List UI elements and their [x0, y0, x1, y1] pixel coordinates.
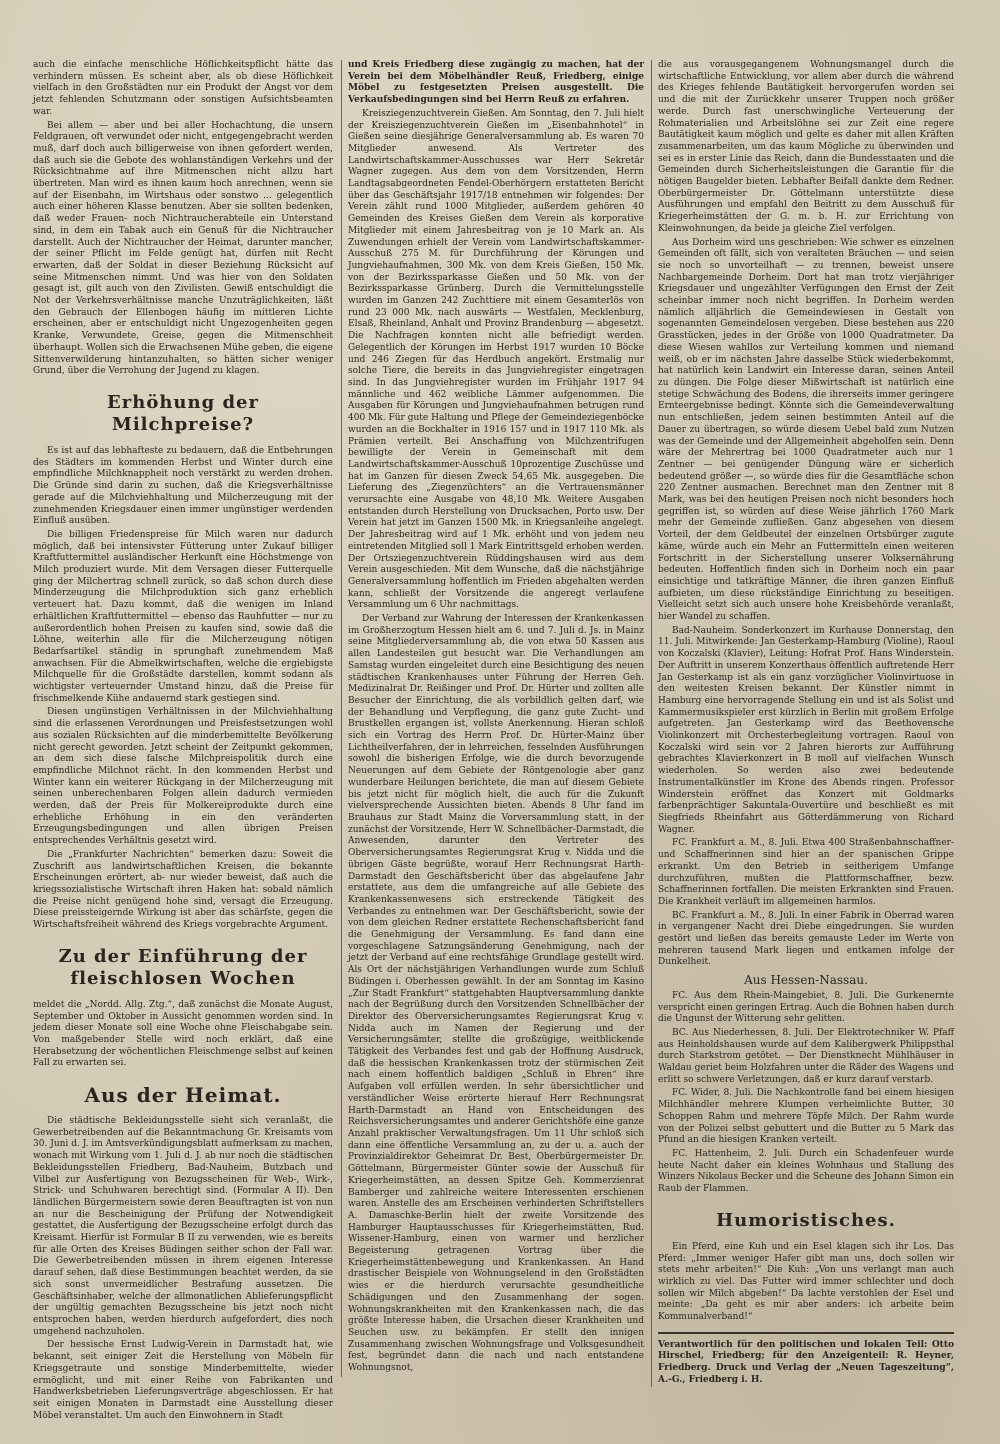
article-text: BC. Frankfurt a. M., 8. Juli. In einer Fabrik in Oberrad waren in vergangener Nacht drei Diebe eingedrungen. Sie wurden gestört und ließen das bereits gemauste Leder im Werte von mehreren tausend Mark liegen und entkamen infolge der Dunkelheit.: [658, 910, 954, 968]
article-text: Die billigen Friedenspreise für Milch waren nur dadurch möglich, daß bei intensivster Fütterung unter Zukauf billiger Kraftfuttermittel ausländischer Herkunft eine Höchstmenge von Milch produziert wurde. Mit dem Versagen dieser Futterquelle ging der Milchertrag schnell zurück, so daß schon durch diese Minderzeugung die Milchproduktion sich ganz erheblich verteuert hat. Dazu kommt, daß die wenigen im Inland erhältlichen Kraftfuttermittel — ebenso das Rauhfutter — nur zu außerordentlich hohen Preisen zu kaufen sind, sowie daß die Löhne, weiterhin alle für die Milcherzeugung nötigen Bedarfsartikel ständig in sprunghaft zunehmendem Maß anwachsen. Für die Abmelkwirtschaften, welche die ergiebigste Milchquelle für die Großstädte darstellen, kommt sodann als wichtigster verteuernder Umstand hinzu, daß die Preise für frischmelkende Kühe andauernd stark gestiegen sind.: [33, 529, 333, 704]
headline-humoristisches: Humoristisches.: [716, 1209, 896, 1231]
article-text: auch die einfache menschliche Höflichkeitspflicht hätte das verhindern müssen. Es scheint aber, als ob diese Höflichkeit vielfach in den Großstädten nur ein Produkt der Angst vor dem jetzt fehlenden Schutzmann oder sonstigen Aufsichtsbeamten war.: [33, 60, 333, 117]
article-text: Der Verband zur Wahrung der Interessen der Krankenkassen im Großherzogtum Hessen hielt am 6. und 7. Juli d. Js. in Mainz seine Mitgliederversammlung ab, die von etwa 50 Kassen aus allen Landesteilen gut besucht war. Die Verhandlungen am Samstag wurden eingeleitet durch eine Besichtigung des neuen städtischen Krankenhauses unter Führung der Herren Geh. Medizinalrat Dr. Reißinger und Prof. Dr. Hürter und zollten alle Besucher der Einrichtung, die als vorbildlich gelten darf, wie der Behandlung und Verpflegung, die ganz gute Zucht- und Brustkellen ergangen ist, vollste Anerkennung. Hieran schloß sich ein Vortrag des Herrn Prof. Dr. Hürter-Mainz über Lichtheilverfahren, der in lehrreichen, fesselnden Ausführungen sowohl die bisherigen Erfolge, wie die durch bevorzugende Neuerungen auf dem Gebiete der Röntgenologie aber ganz wunderbare Heilungen berichtete, die man auf diesem Gebiete bis jetzt nicht für möglich hielt, die auch für die Zukunft vielversprechende Aussichten bieten. Abends 8 Uhr fand im Brauhaus zur Stadt Mainz die Vorversammlung statt, in der zunächst der Vorsitzende, Herr W. Schnellbächer-Darmstadt, die Anwesenden, darunter den Vertreter des Oberversicherungsamtes Regierungsrat Krug v. Nidda und die übrigen Gäste begrüßte, worauf Herr Rechnungsrat Harth-Darmstadt den Geschäftsbericht über das abgelaufene Jahr erstattete, aus dem die umfangreiche auf alle Gebiete des Krankenkassenwesens sich erstreckende Tätigkeit des Verbandes zu entnehmen war. Der Geschäftsbericht, sowie der von dem gleichen Redner erstattete Rechenschaftsbericht fand die Genehmigung der Versammlung. Es fand dann eine vorgeschlagene Satzungsänderung Genehmigung, nach der jetzt der Verband auf eine rechtsfähige Grundlage gestellt wird. Als Ort der nächstjährigen Verhandlungen wurde zum Schluß Büdingen i. Oberhessen gewählt. In der am Sonntag im Kasino „Zur Stadt Frankfurt“ stattgehabten Hauptversammlung dankte nach der Begrüßung durch den Vorsitzenden Schnellbächer der Direktor des Oberversicherungsamtes Regierungsrat Krug v. Nidda auch im Namen der Regierung und der Versicherungsämter, stellte die großzügige, weitblickende Tätigkeit des Verbandes fest und gab der Hoffnung Ausdruck, daß die hessischen Krankenkassen trotz der stürmischen Zeit nach einem hoffentlich baldigen „Schluß in Ehren“ ihre Aufgaben voll erfüllen werden. In sehr übersichtlicher und verständlicher Weise erörterte hierauf Herr Rechnungsrat Harth-Darmstadt an Hand von Entscheidungen des Reichsversicherungsamtes und anderer Gerichtshöfe eine ganze Anzahl praktischer Verwaltungsfragen. Um 11 Uhr schloß sich dann eine öffentliche Versammlung an, zu der u. a. auch der Provinzialdirektor Geheimrat Dr. Best, Oberbürgermeister Dr. Göttelmann, Bürgermeister Günter sowie der Ausschuß für Kriegerheimstätten, an dessen Spitze Geh. Kommerzienrat Bamberger und zahlreiche weitere Interessenten erschienen waren. Anstelle des am Erscheinen verhinderten Schriftstellers A. Damaschke-Berlin hielt der zweite Vorsitzende des Hamburger Hauptausschusses für Kriegerheimstätten, Rud. Wissener-Hamburg, einen von warmer und herzlicher Begeisterung getragenen Vortrag über die Kriegerheimstättenbewegung und Krankenkassen. An Hand drastischer Beispiele von Wohnungselend in den Großstädten wies er die hierdurch verursachte gesundheitliche Schädigungen und den Zusammenhang der sogen. Wohnungskrankheiten mit den Krankenkassen nach, die das größte Interesse haben, die Ursachen dieser Krankheiten und Seuchen usw. zu bekämpfen. Er stellt den innigen Zusammenhang zwischen Wohnungsfrage und Volksgesundheit fest, begründet dann die nach und nach entstandene Wohnungsnot,: [348, 614, 644, 1374]
article-text: Der hessische Ernst Ludwig-Verein in Darmstadt hat, wie bekannt, seit einiger Zeit die Herstellung von Möbeln für Kriegsgetraute und sonstige Minderbemittelte, wieder ermöglicht, und mit einer Reihe von Fabrikanten und Handwerksbetrieben Lieferungsverträge abgeschlossen. Er hat seit einigen Monaten in Darmstadt eine Ausstellung dieser Möbel veranstaltet. Um auch den Einwohnern in Stadt: [33, 1340, 333, 1421]
article-text: Diesen ungünstigen Verhältnissen in der Milchviehhaltung sind die erlassenen Verordnungen und Preisfestsetzungen wohl aus sozialen Rücksichten auf die minderbemittelte Bevölkerung nicht gerecht geworden. Jetzt scheint der Zeitpunkt gekommen, an dem sich diese falsche Milchpreispolitik durch eine empfindliche Milchnot rächt. In den kommenden Herbst und Winter kann ein weiterer Rückgang in der Milcherzeugung mit seinen unberechenbaren Folgen allein dadurch vermieden werden, daß der Preis für Molkereiprodukte durch eine erhebliche Erhöhung in ein den veränderten Erzeugungsbedingungen und allen übrigen Preisen entsprechendes Verhältnis gesetzt wird.: [33, 707, 333, 847]
article-text: Bei allem — aber und bei aller Hochachtung, die unsern Feldgrauen, oft verwundet oder nicht, entgegengebracht werden muß, darf doch auch billigerweise von ihnen gefordert werden, daß auch sie die Gebote des wohlanständigen Verkehrs und der Rücksichtnahme auf ihre Mitmenschen nicht allzu hart übertreten. Man wird es ihnen kaum hoch anrechnen, wenn sie auf der Eisenbahn, im Wirtshaus oder sonstwo ... gelegentlich auch einer höheren Klasse benutzen. Aber sie sollten bedenken, daß weder Frauen- noch Nichtraucherabteile ein Unterstand sind, in dem ein Tabak auch ein Genuß für die Nichtraucher darstellt. Auch der Nichtraucher der Heimat, darunter mancher, der seiner Pflicht im Felde genügt hat, dürfen mit Recht erwarten, daß der Soldat in dieser Beziehung Rücksicht auf seine Mitmenschen nimmt. Und was hier von den Soldaten gesagt ist, gilt auch von den Zivilisten. Gewiß entschuldigt die Not der Verkehrsverhältnisse manche Unzuträglichkeiten, läßt den Gebrauch der Ellenbogen häufig im mittleren Lichte erscheinen, aber er entschuldigt nicht Ungezogenheiten gegen Kranke, Verwundete, Greise, gegen die Mitmenschheit überhaupt. Wollen sich die Erwachsenen Mühe geben, die eigene Sittenverwilderung hintanzuhalten, so hätten sicher weniger Grund, über die Verrohung der Jugend zu klagen.: [33, 120, 333, 377]
article-text: und Kreis Friedberg diese zugängig zu machen, hat der Verein bei dem Möbelhändler Reuß, Friedberg, einige Möbel zu festgesetzten Preisen ausgestellt. Die Verkaufsbedingungen sind bei Herrn Reuß zu erfahren.: [348, 60, 644, 106]
article-text: Ein Pferd, eine Kuh und ein Esel klagen sich ihr Los. Das Pferd: „Immer weniger Hafer gibt man uns, doch sollen wir stets mehr arbeiten!“ Die Kuh: „Von uns verlangt man auch wirklich zu viel. Das Futter wird immer schlechter und doch sollen wir Milch abgeben!“ Da lachte verstohlen der Esel und meinte: „Da geht es mir aber anders: ich arbeite beim Kommunalverband!“: [658, 1241, 954, 1323]
headline-fleischlose-wochen: Zu der Einführung der fleischlosen Wochen: [58, 945, 308, 989]
column-middle: [341, 60, 644, 1377]
article-text: FC. Aus dem Rhein-Maingebiet, 8. Juli. Die Gurkenernte verspricht einen geringen Ertrag. Auch die Bohnen haben durch die Ungunst der Witterung sehr gelitten.: [658, 990, 954, 1025]
article-text: Die „Frankfurter Nachrichten“ bemerken dazu: Soweit die Zuschrift aus landwirtschaftlichen Kreisen, die bekannte Erscheinungen erörtert, ab- nur wieder beweist, daß auch die kriegssozialistische Wirtschaft ihren Haken hat: sobald nämlich die Preise nicht genügend hohe sind, versagt die Erzeugung. Diese preissteigernde Wirkung ist aber das schärfste, gegen die Wirtschaftsfreiheit während des Kriegs vorgebrachte Argument.: [33, 849, 333, 931]
headline-aus-der-heimat: Aus der Heimat.: [84, 1083, 282, 1108]
imprint: Verantwortlich für den politischen und lokalen Teil: Otto Hirschel, Friedberg; für den Anzeigenteil: R. Heyner, Friedberg. Druck und Verlag der „Neuen Tageszeitung“, A.-G., Friedberg i. H.: [658, 1332, 954, 1387]
article-text: FC. Hattenheim, 2. Juli. Durch ein Schadenfeuer wurde heute Nacht daher ein kleines Wohnhaus und Stallung des Winzers Nikolaus Becker und die Scheune des Johann Simon ein Raub der Flammen.: [658, 1148, 954, 1195]
article-text: BC. Aus Niederhessen, 8. Juli. Der Elektrotechniker W. Pfaff aus Heinholdshausen wurde auf dem Kalibergwerk Philippsthal durch Starkstrom getötet. — Der Dienstknecht Mühlhäuser in Waldau geriet beim Holzfahren unter die Räder des Wagens und erlitt so schwere Verletzungen, daß er kurz darauf verstarb.: [658, 1027, 954, 1085]
column-left: [33, 60, 333, 1424]
article-text: FC. Frankfurt a. M., 8. Juli. Etwa 400 Straßenbahnschaffner- und Schaffnerinnen sind hier an der spanischen Grippe erkrankt. Um den Betrieb in seitherigem Umfange durchzuführen, mußten die Plattformschaffner, bezw. Schaffnerinnen fortfallen. Die meisten Erkrankten sind Frauen. Die Krankheit verläuft im allgemeinen harmlos.: [658, 838, 954, 907]
article-text: FC. Wider, 8. Juli. Die Nachkontrolle fand bei einem hiesigen Milchhändler mehrere Klumpen verheimlichte Butter, 30 Schoppen Rahm und mehrere Töpfe Milch. Der Rahm wurde von der Polizei selbst gebuttert und die Butter zu 5 Mark das Pfund an die hiesigen Kranken verteilt.: [658, 1088, 954, 1146]
article-text: meldet die „Nordd. Allg. Ztg.“, daß zunächst die Monate August, September und Oktober in Aussicht genommen worden sind. In jedem dieser Monate soll eine Woche ohne Fleischabgabe sein. Von maßgebender Stelle wird noch erklärt, daß eine Herabsetzung der wöchentlichen Fleischmenge selbst auf keinen Fall zu erwarten sei.: [33, 999, 333, 1069]
article-text: Kreisziegenzuchtverein Gießen. Am Sonntag, den 7. Juli hielt der Kreisziegenzuchtverein Gießen im „Eisenbahnhotel“ in Gießen seine diesjährige Generalversammlung ab. Es waren 70 Mitglieder anwesend. Als Vertreter des Landwirtschaftskammer-Ausschusses war Herr Sekretär Wagner zugegen. Aus dem von dem Vorsitzenden, Herrn Landtagsabgeordneten Fendel-Oberhörgern erstatteten Bericht über das Geschäftsjahr 1917/18 entnehmen wir folgendes: Der Verein zählt rund 1000 Mitglieder, außerdem gehören 40 Gemeinden des Kreises Gießen dem Verein als korporative Mitglieder mit einem Jahresbeitrag von je 10 Mark an. Als Zuwendungen erhielt der Verein vom Landwirtschaftskammer-Ausschuß 275 M. für Durchführung der Körungen und Jungviehaufnahmen, 300 Mk. von dem Kreis Gießen, 150 Mk. von der Bezirkssparkasse Gießen und 50 Mk. von der Bezirkssparkasse Grünberg. Durch die Vermittelungsstelle wurden im Ganzen 242 Zuchttiere mit einem Gesamterlös von rund 23 000 Mk. nach auswärts — Westfalen, Mecklenburg, Elsaß, Rheinland, Anhalt und Provinz Brandenburg — abgesetzt. Die Nachfragen konnten nicht alle befriedigt werden. Gelegentlich der Körungen im Herbst 1917 wurden 10 Böcke und 246 Ziegen für das Herdbuch angekört. Erstmalig nur solche Tiere, die bereits in das Jungviehregister eingetragen sind. In das Jungviehregister wurden im Frühjahr 1917 94 männliche und 462 weibliche Lämmer aufgenommen. Die Ausgaben für Körungen und Jungviehaufnahmen betrugen rund 400 Mk. Für gute Haltung und Pflege der Gemeindeziegenböcke wurden an die Bockhalter in 1916 157 und in 1917 110 Mk. als Prämien verteilt. Bei Anschaffung von Milchzentrifugen bewilligte der Verein in Gemeinschaft mit dem Landwirtschaftskammer-Ausschuß 10prozentige Zuschüsse und hat im Ganzen für diesen Zweck 54,65 Mk. ausgegeben. Die Lieferung des „Ziegenzüchters“ an die Vertrauensmänner verursachte eine Ausgabe von 48,10 Mk. Weitere Ausgaben entstanden durch Herstellung von Drucksachen, Porto usw. Der Verein hat jetzt im Ganzen 1500 Mk. in Kriegsanleihe angelegt. Der Jahresbeitrag wird auf 1 Mk. erhöht und von jedem neu eintretenden Mitglied soll 1 Mark Eintrittsgeld erhoben werden. Der Ortsziegenzuchtverein Rüddingshausen wird aus dem Verein ausgeschieden. Mit dem Wunsche, daß die nächstjährige Generalversammlung hoffentlich im Frieden abgehalten werden kann, schließt der Vorsitzende die angeregt verlaufene Versammlung um 6 Uhr nachmittags.: [348, 108, 644, 611]
article-text: Aus Dorheim wird uns geschrieben: Wie schwer es einzelnen Gemeinden oft fällt, sich von veralteten Bräuchen — und seien sie noch so unvorteilhaft — zu trennen, beweist unsere Nachbargemeinde Dorheim. Dort hat man trotz vierjähriger Kriegsdauer und ungezählter Verfügungen den Ernst der Zeit scheinbar immer noch nicht begriffen. In Dorheim werden nämlich alljährlich die Gemeindewiesen in Gestalt von sogenannten Gemeindelosen vergeben. Diese bestehen aus 220 Grasstücken, jedes in der Größe von 1000 Quadratmeter. Da diese Wiesen wahllos zur Verteilung kommen und niemand weiß, ob er im nächsten Jahre dasselbe Stück wiederbekommt, hat natürlich kein Landwirt ein Interesse daran, seinen Anteil zu düngen. Die Folge dieser Mißwirtschaft ist natürlich eine stetige Schwächung des Bodens, die ihrerseits immer geringere Ernteergebnisse bedingt. Könnte sich die Gemeindeverwaltung nun entschließen, jedem seinen bestimmten Anteil auf die Dauer zu übertragen, so würde diesem Uebel bald zum Nutzen was der Gemeinde und der Allgemeinheit abgeholfen sein. Denn wäre der Mehrertrag bei 1000 Quadratmeter auch nur 1 Zentner — bei genügender Düngung wäre er sicherlich bedeutend größer —, so würde dies für die Gesamtfläche schon 220 Zentner ausmachen. Berechnet man den Zentner mit 8 Mark, was bei den heutigen Preisen noch nicht besonders hoch gegriffen ist, so würden auf diese Weise jährlich 1760 Mark mehr der Gemeinde zufließen. Ganz abgesehen von diesem Vorteil, der dem Geldbeutel der einzelnen Ortsbürger zugute käme, würde auch ein Mehr an Futtermitteln einen weiteren Fortschritt in der Sicherstellung unserer Volksernährung bedeuten. Hoffentlich finden sich in Dorheim noch ein paar einsichtige und tatkräftige Männer, die ihren ganzen Einfluß aufbieten, um diese rückständige Einrichtung zu beseitigen. Vielleicht setzt sich auch unsere hohe Kreisbehörde veranlaßt, hier Wandel zu schaffen.: [658, 237, 954, 623]
column-right: [651, 60, 954, 1387]
article-text: Bad-Nauheim. Sonderkonzert im Kurhause Donnerstag, den 11. Juli. Mitwirkende: Jan Gesterkamp-Hamburg (Violine), Raoul von Koczalski (Klavier), Leitung: Hofrat Prof. Hans Winderstein. Der Auftritt in unserem Konzerthaus öffentlich auftretende Herr Jan Gesterkamp ist als ein ganz vorzüglicher Violinvirtuose in den weitesten Kreisen bekannt. Der Künstler nimmt in Hamburg eine hervorragende Stellung ein und ist als Solist und Kammermusikspieler erst kürzlich in Berlin mit großem Erfolge aufgetreten. Jan Gesterkamp wird das Beethovensche Violinkonzert mit Orchesterbegleitung vortragen. Raoul von Koczalski wird sein vor 2 Jahren hierorts zur Aufführung gebrachtes Klavierkonzert in B moll auf vielfachen Wunsch wiederholen. So werden also zwei bedeutende Instrumentalkünstler im Krone des Abends ringen. Professor Winderstein eröffnet das Konzert mit Goldmarks farbenprächtiger Sakuntala-Ouvertüre und beschließt es mit Siegfrieds Rheinfahrt aus Götterdämmerung von Richard Wagner.: [658, 625, 954, 835]
section-subheading: Aus Hessen-Nassau.: [744, 973, 868, 988]
article-text: Die städtische Bekleidungsstelle sieht sich veranlaßt, die Gewerbetreibenden auf die Bekanntmachung Gr. Kreisamts vom 30. Juni d. J. im Amtsverkündigungsblatt aufmerksam zu machen, wonach mit Wirkung vom 1. Juli d. J. ab nur noch die städtischen Bekleidungsstellen Friedberg, Bad-Nauheim, Butzbach und Vilbel zur Ausfertigung von Bezugsscheinen für Web-, Wirk-, Strick- und Schuhwaren berechtigt sind. (Formular A II). Den ländlichen Bürgermeistern sowie deren Beauftragten ist von nun an nur die Bescheinigung der Prüfung der Notwendigkeit gestattet, die Ausfertigung der Bezugsscheine erfolgt durch das Kreisamt. Hierfür ist Formular B II zu verwenden, wie es bereits für alle Orten des Kreises Büdingen seither schon der Fall war. Die Gewerbetreibenden müssen in ihrem eigenen Interesse darauf sehen, daß diese Bestimmungen beachtet werden, da sie sich sonst unvermeidlicher Bestrafung aussetzen. Die Geschäftsinhaber, welche der allmonatlichen Ablieferungspflicht der ungültig gemachten Bezugsscheine bis jetzt noch nicht entsprochen haben, werden hierdurch aufgefordert, dies noch umgehend nachzuholen.: [33, 1116, 333, 1337]
article-text: die aus vorausgegangenem Wohnungsmangel durch die wirtschaftliche Entwicklung, vor allem aber durch die während des Krieges fehlende Bautätigkeit hervorgerufen worden sei und die mit der Zurückkehr unserer Truppen noch größer werde. Durch fast unerschwingliche Verteuerung der Rohmaterialien und Arbeitslöhne sei zur Zeit eine regere Bautätigkeit kaum möglich und gelte es daher mit allen Kräften zusammenarbeiten, um das kaum Mögliche zu überwinden und sei es in erster Linie das Reich, dann die Bundesstaaten und die Gemeinden durch Sicherheitsleistungen die Garantie für die nötigen Baugelder bieten. Lebhafter Beifall dankte dem Redner. Oberbürgermeister Dr. Göttelmann unterstützte diese Ausführungen und empfahl den Beitritt zu dem Ausschuß für Kriegerheimstätten der G. m. b. H. zur Errichtung von Kleinwohnungen, da beide ja gleiche Ziel verfolgen.: [658, 60, 954, 234]
headline-milchpreise: Erhöhung der Milchpreise?: [107, 391, 259, 435]
article-text: Es ist auf das lebhafteste zu bedauern, daß die Entbehrungen des Städters im kommenden Herbst und Winter durch eine empfindliche Milchknappheit noch verstärkt zu werden drohen. Die Gründe sind darin zu suchen, daß die Kriegsverhältnisse gerade auf die Milchviehhaltung und Milcherzeugung mit der zunehmenden Kriegsdauer einen immer ungünstiger werdenden Einfluß ausüben.: [33, 445, 333, 527]
